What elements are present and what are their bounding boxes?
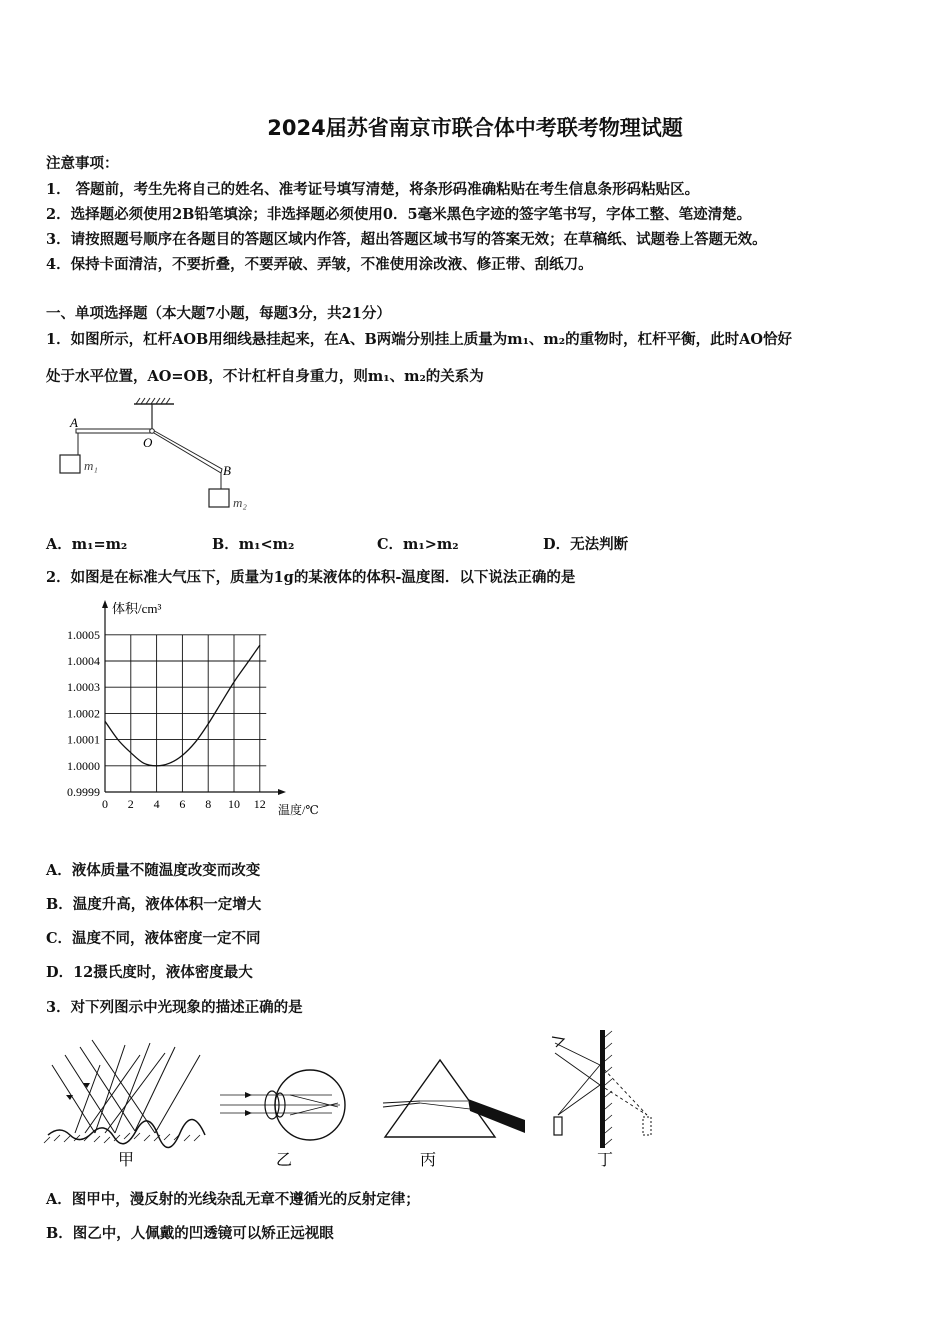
q2-option-a[interactable]: A．液体质量不随温度改变而改变: [46, 862, 261, 879]
y-axis-arrow: [102, 600, 108, 608]
weight-m1: [60, 455, 80, 473]
y-axis-label: 体积/cm³: [112, 601, 162, 616]
q1-option-c[interactable]: C．m₁>m₂: [377, 536, 459, 553]
y-tick-label: 0.9999: [67, 785, 100, 799]
note-item-4: 4．保持卡面清洁，不要折叠，不要弄破、弄皱，不准使用涂改液、修正带、刮纸刀。: [46, 256, 593, 273]
label-m1: m₁: [84, 458, 98, 473]
figure-eye-lens: [220, 1070, 345, 1140]
x-tick-label: 0: [102, 797, 108, 811]
weight-m2: [209, 489, 229, 507]
figure-prism-dispersion: [383, 1060, 525, 1137]
volume-temperature-chart: [50, 595, 350, 825]
q1-stem-line1: 1．如图所示，杠杆AOB用细线悬挂起来，在A、B两端分别挂上质量为m₁、m₂的重物时，杠杆平衡，此时AO恰好: [46, 331, 792, 348]
caption-bing: 丙: [420, 1152, 437, 1169]
caption-yi: 乙: [276, 1152, 293, 1169]
x-tick-label: 8: [205, 797, 212, 811]
label-o: O: [143, 435, 153, 450]
optics-figures: [40, 1025, 670, 1175]
label-a: A: [70, 415, 78, 430]
note-item-3: 3．请按照题号顺序在各题目的答题区域内作答，超出答题区域书写的答案无效；在草稿纸、试题卷上答题无效。: [46, 231, 767, 248]
caption-ding: 丁: [597, 1152, 614, 1169]
q2-stem: 2．如图是在标准大气压下，质量为1g的某液体的体积-温度图．以下说法正确的是: [46, 569, 576, 586]
note-item-2: 2．选择题必须使用2B铅笔填涂；非选择题必须使用0．5毫米黑色字迹的签字笔书写，字体工整、笔迹清楚。: [46, 206, 752, 223]
q2-option-b[interactable]: B．温度升高，液体体积一定增大: [46, 896, 262, 913]
section-heading: 一、单项选择题（本大题7小题，每题3分，共21分）: [46, 305, 391, 322]
pivot-point: [150, 429, 155, 434]
figure-diffuse-reflection: [44, 1040, 205, 1148]
y-tick-label: 1.0005: [67, 627, 100, 642]
lever-arm-ao: [76, 429, 152, 433]
x-tick-label: 12: [253, 797, 266, 811]
q1-option-a[interactable]: A．m₁=m₂: [46, 536, 128, 553]
caption-jia: 甲: [118, 1152, 135, 1169]
x-axis-label: 温度/℃: [278, 803, 319, 817]
y-tick-label: 1.0004: [67, 654, 100, 668]
x-tick-label: 10: [228, 797, 240, 811]
notes-heading: 注意事项：: [46, 155, 119, 172]
q1-stem-line2: 处于水平位置，AO=OB，不计杠杆自身重力，则m₁、m₂的关系为: [46, 368, 484, 385]
q3-stem: 3．对下列图示中光现象的描述正确的是: [46, 999, 303, 1016]
x-axis-arrow: [278, 789, 286, 795]
y-tick-label: 1.0001: [67, 732, 100, 747]
q1-option-d[interactable]: D．无法判断: [543, 536, 629, 553]
note-item-1: 1． 答题前，考生先将自己的姓名、准考证号填写清楚，将条形码准确粘贴在考生信息条形码粘贴区。: [46, 181, 700, 198]
q2-option-c[interactable]: C．温度不同，液体密度一定不同: [46, 930, 261, 947]
y-tick-label: 1.0002: [67, 706, 100, 721]
lever-arm-ob: [151, 429, 222, 473]
lever-figure: [50, 395, 270, 520]
y-tick-label: 1.0003: [67, 680, 100, 695]
x-tick-label: 4: [153, 797, 160, 811]
x-tick-label: 6: [179, 797, 186, 811]
figure-plane-mirror: [552, 1030, 651, 1148]
q3-option-b[interactable]: B．图乙中，人佩戴的凹透镜可以矫正远视眼: [46, 1225, 334, 1242]
y-tick-label: 1.0000: [67, 758, 100, 773]
q3-option-a[interactable]: A．图甲中，漫反射的光线杂乱无章不遵循光的反射定律；: [46, 1191, 420, 1208]
label-b: B: [223, 463, 231, 478]
x-tick-label: 2: [127, 797, 134, 811]
q1-option-b[interactable]: B．m₁<m₂: [212, 536, 295, 553]
page-title: 2024届苏省南京市联合体中考联考物理试题: [267, 116, 683, 140]
q2-option-d[interactable]: D．12摄氏度时，液体密度最大: [46, 964, 253, 981]
label-m2: m₂: [233, 495, 247, 510]
